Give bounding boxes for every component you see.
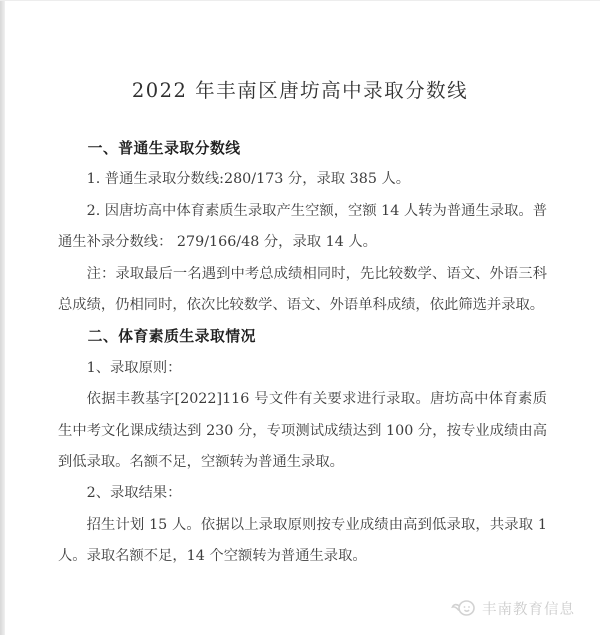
paragraph-result-label: 2、录取结果： (86, 485, 182, 502)
section-1-heading: 一、普通生录取分数线 (87, 140, 241, 157)
publisher-watermark (451, 597, 575, 619)
paragraph-principle-label: 1、录取原则： (86, 359, 182, 376)
paragraph-supplementary-admission: 2. 因唐坊高中体育素质生录取产生空额，空额 14 人转为普通生录取。普通生补录分数线： 279/166/48 分，录取 14 人。 (58, 202, 547, 251)
paragraph-result-detail: 招生计划 15 人。依据以上录取原则按专业成绩由高到低录取，共录取 1 人。录取名额不足，14 个空额转为普通生录取。 (58, 516, 547, 565)
publisher-logo-icon (451, 597, 477, 619)
paragraph-tiebreak-note: 注：录取最后一名遇到中考总成绩相同时，先比较数学、语文、外语三科总成绩，仍相同时，依次比较数学、语文、外语单科成绩，依此筛选并录取。 (58, 265, 547, 314)
document-body (58, 133, 547, 573)
paragraph-principle-detail: 依据丰教基字[2022]116 号文件有关要求进行录取。唐坊高中体育素质生中考文化课成绩达到 230 分，专项测试成绩达到 100 分，按专业成绩由高到低录取。名额不足，空额转为普通生录取。 (58, 391, 547, 471)
section-2-heading: 二、体育素质生录取情况 (87, 328, 256, 346)
page-title: 2022 年丰南区唐坊高中录取分数线 (131, 79, 469, 102)
publisher-name: 丰南教育信息 (482, 601, 575, 618)
paragraph-regular-cutoff: 1. 普通生录取分数线:280/173 分，录取 385 人。 (86, 171, 411, 188)
